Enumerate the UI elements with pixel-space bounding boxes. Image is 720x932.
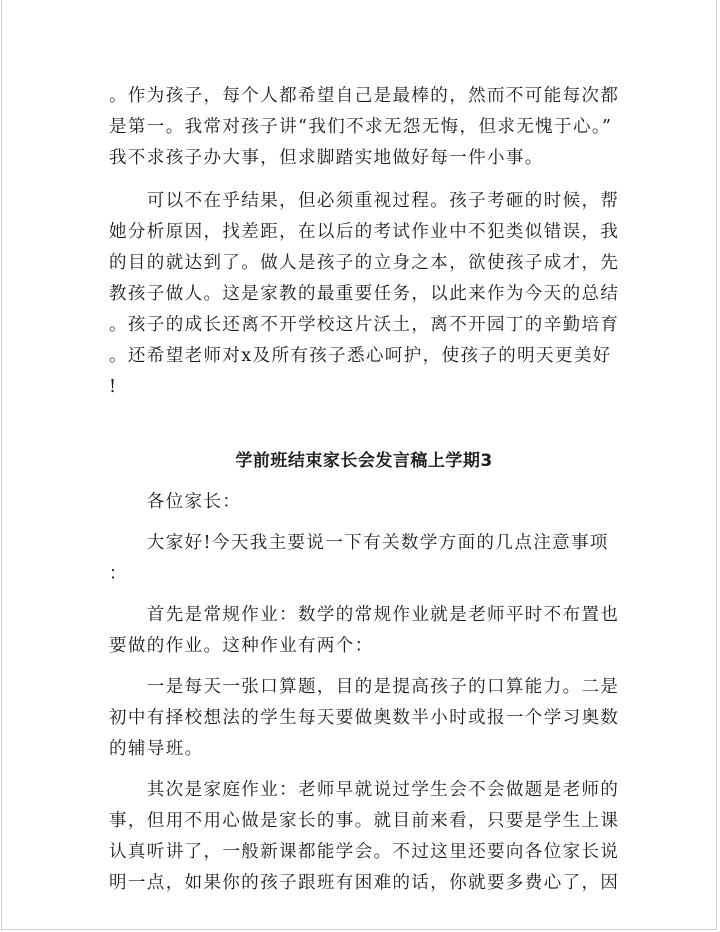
text-line: ! — [109, 377, 118, 397]
text-line: 我不求孩子办大事，但求脚踏实地做好每一件小事。 — [109, 148, 544, 168]
paragraph-3 — [109, 528, 619, 590]
text-line: 可以不在乎结果，但必须重视过程。孩子考砸的时候，帮 — [109, 191, 620, 211]
text-line: 的辅导班。 — [109, 739, 204, 759]
paragraph-6 — [109, 775, 619, 899]
text-line: 是第一。我常对孩子讲“我们不求无怨无悔，但求无愧于心。” — [109, 117, 613, 137]
text-line: 的目的就达到了。做人是孩子的立身之本，欲使孩子成才，先 — [109, 253, 620, 273]
text-line: 各位家长： — [109, 492, 242, 512]
paragraph-4 — [109, 600, 619, 662]
text-line: 初中有择校想法的学生每天要做奥数半小时或报一个学习奥数 — [109, 708, 620, 728]
text-line: 一是每天一张口算题，目的是提高孩子的口算能力。二是 — [109, 677, 620, 697]
document-body — [109, 81, 619, 899]
text-line: 首先是常规作业：数学的常规作业就是老师平时不布置也 — [109, 605, 620, 625]
text-line: 其次是家庭作业：老师早就说过学生会不会做题是老师的 — [109, 780, 620, 800]
text-line: 要做的作业。这种作业有两个： — [109, 636, 374, 656]
text-line: 大家好!今天我主要说一下有关数学方面的几点注意事项 — [109, 533, 609, 553]
greeting — [109, 487, 619, 518]
text-line: 。作为孩子，每个人都希望自己是最棒的，然而不可能每次都 — [109, 86, 620, 106]
paragraph-1 — [109, 81, 619, 174]
document-page — [1, 0, 717, 930]
text-line: 明一点，如果你的孩子跟班有困难的话，你就要多费心了，因 — [109, 873, 620, 893]
text-line: 认真听讲了，一般新课都能学会。不过这里还要向各位家长说 — [109, 842, 620, 862]
text-line: 事，但用不用心做是家长的事。就目前来看，只要是学生上课 — [109, 811, 620, 831]
text-line: 。孩子的成长还离不开学校这片沃土，离不开园丁的辛勤培育 — [109, 315, 620, 335]
text-line: 教孩子做人。这是家教的最重要任务，以此来作为今天的总结 — [109, 284, 620, 304]
paragraph-5 — [109, 672, 619, 765]
text-line: ： — [109, 564, 128, 584]
text-line: 她分析原因，找差距，在以后的考试作业中不犯类似错误，我 — [109, 222, 620, 242]
section-title: 学前班结束家长会发言稿上学期3 — [235, 451, 493, 471]
paragraph-2 — [109, 186, 619, 403]
text-line: 。还希望老师对x及所有孩子悉心呵护，使孩子的明天更美好 — [109, 346, 612, 366]
